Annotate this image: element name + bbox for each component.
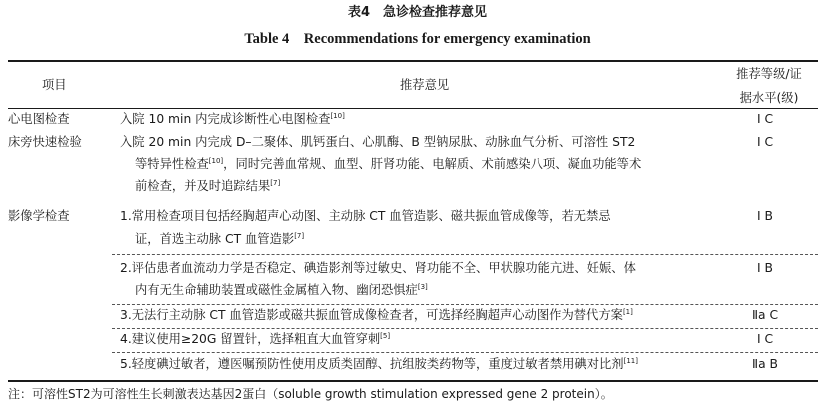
row-grade: Ⅰ C bbox=[756, 135, 774, 149]
row-grade: Ⅰ C bbox=[756, 112, 774, 126]
row-rec-line: 内有无生命辅助装置或磁性金属植入物、幽闭恐惧症[3] bbox=[135, 283, 428, 297]
row-rec-line: 1.常用检查项目包括经胸超声心动图、主动脉 CT 血管造影、磁共振血管成像等，若无禁忌 bbox=[120, 209, 611, 223]
header-grade bbox=[723, 62, 815, 110]
row-rec-line: 证，首选主动脉 CT 血管造影[7] bbox=[135, 232, 305, 246]
table-caption-cn: 表4 急诊检查推荐意见 bbox=[347, 5, 488, 20]
row-item-bedside-test: 床旁快速检验 bbox=[8, 135, 82, 149]
row-rec-line: 入院 20 min 内完成 D–二聚体、肌钙蛋白、心肌酶、B 型钠尿肽、动脉血气分析、可溶性 ST2 bbox=[120, 135, 636, 149]
row-rec-line: 等特异性检查[10]，同时完善血常规、血型、肝肾功能、电解质、术前感染八项、凝血功能等术 bbox=[135, 157, 642, 171]
row-rec-line: 入院 10 min 内完成诊断性心电图检查[10] bbox=[120, 112, 345, 126]
header-item: 项目 bbox=[42, 78, 67, 92]
table-caption-en: Table 4 Recommendations for emergency examination bbox=[244, 31, 591, 47]
row-rec-line: 4.建议使用≥20G 留置针，选择粗直大血管穿刺[5] bbox=[120, 332, 391, 346]
header-grade-line1: 推荐等级/证 bbox=[736, 67, 802, 81]
row-rec-line: 前检查，并及时追踪结果[7] bbox=[135, 179, 281, 193]
row-rec-line: 3.无法行主动脉 CT 血管造影或磁共振血管成像检查者，可选择经胸超声心动图作为替代方案[1] bbox=[120, 308, 633, 322]
row-item-ecg: 心电图检查 bbox=[8, 112, 70, 126]
row-rec-line: 2.评估患者血流动力学是否稳定、碘造影剂等过敏史、肾功能不全、甲状腺功能亢进、妊娠、体 bbox=[120, 261, 636, 275]
row-rec-line: 5.轻度碘过敏者，遵医嘱预防性使用皮质类固醇、抗组胺类药物等，重度过敏者禁用碘对比剂[11] bbox=[120, 357, 638, 371]
row-grade: Ⅰ C bbox=[756, 332, 774, 346]
row-grade: Ⅰ B bbox=[757, 261, 773, 275]
table-top-rule bbox=[8, 60, 818, 62]
row-grade: Ⅰ B bbox=[757, 209, 773, 223]
row-grade: Ⅱa B bbox=[752, 357, 778, 371]
row-divider bbox=[112, 254, 818, 255]
header-grade-line2: 据水平(级) bbox=[739, 91, 799, 105]
row-grade: Ⅱa C bbox=[751, 308, 779, 322]
header-recommendation: 推荐意见 bbox=[400, 78, 450, 92]
table-footnote: 注：可溶性ST2为可溶性生长刺激表达基因2蛋白（soluble growth stimulation expressed gene 2 protein）。 bbox=[8, 387, 613, 401]
table-bottom-rule bbox=[8, 380, 818, 382]
row-item-imaging: 影像学检查 bbox=[8, 209, 70, 223]
